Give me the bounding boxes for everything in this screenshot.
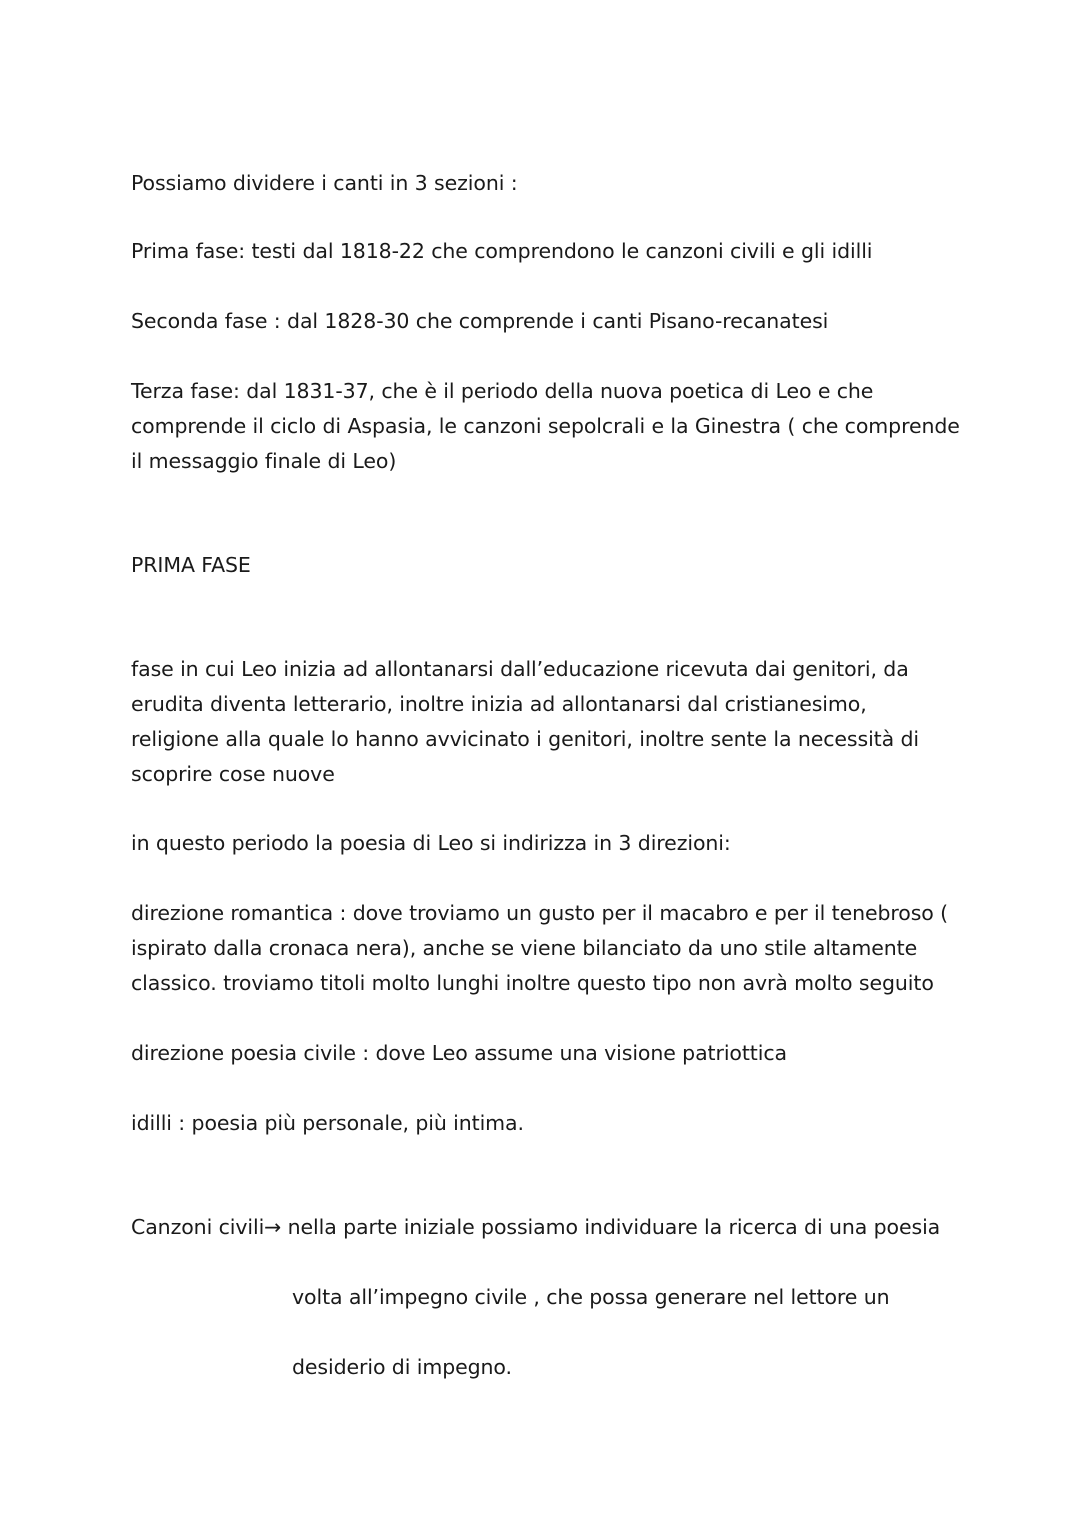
canzoni-civili-line: volta all’impegno civile , che possa generare nel lettore un xyxy=(292,1285,890,1309)
romantic-direction-line: ispirato dalla cronaca nera), anche se viene bilanciato da uno stile altamente xyxy=(131,936,918,960)
civil-direction-text: direzione poesia civile : dove Leo assume una visione patriottica xyxy=(131,1041,787,1065)
romantic-direction-paragraph xyxy=(131,896,961,1001)
directions-intro-text: in questo periodo la poesia di Leo si indirizza in 3 direzioni: xyxy=(131,831,731,855)
phase-three-line: comprende il ciclo di Aspasia, le canzoni sepolcrali e la Ginestra ( che comprende xyxy=(131,414,960,438)
phase-three-line: il messaggio finale di Leo) xyxy=(131,449,397,473)
canzoni-civili-line: Canzoni civili→ nella parte iniziale possiamo individuare la ricerca di una poesia xyxy=(131,1215,941,1239)
description-line: erudita diventa letterario, inoltre inizia ad allontanarsi dal cristianesimo, xyxy=(131,692,867,716)
description-line: religione alla quale lo hanno avvicinato i genitori, inoltre sente la necessità di xyxy=(131,727,919,751)
description-line: scoprire cose nuove xyxy=(131,762,335,786)
canzoni-civili-line: desiderio di impegno. xyxy=(292,1355,512,1379)
phase-one-text: Prima fase: testi dal 1818-22 che comprendono le canzoni civili e gli idilli xyxy=(131,239,873,263)
section-heading: PRIMA FASE xyxy=(131,553,251,577)
description-line: fase in cui Leo inizia ad allontanarsi dall’educazione ricevuta dai genitori, da xyxy=(131,657,909,681)
romantic-direction-line: classico. troviamo titoli molto lunghi inoltre questo tipo non avrà molto seguito xyxy=(131,971,934,995)
romantic-direction-line: direzione romantica : dove troviamo un gusto per il macabro e per il tenebroso ( xyxy=(131,901,949,925)
phase-three-line: Terza fase: dal 1831-37, che è il periodo della nuova poetica di Leo e che xyxy=(131,379,874,403)
phase-two-text: Seconda fase : dal 1828-30 che comprende i canti Pisano-recanatesi xyxy=(131,309,829,333)
description-paragraph xyxy=(131,652,961,792)
phase-three-paragraph xyxy=(131,374,961,479)
intro-text: Possiamo dividere i canti in 3 sezioni : xyxy=(131,171,518,195)
idylls-text: idilli : poesia più personale, più intima. xyxy=(131,1111,524,1135)
